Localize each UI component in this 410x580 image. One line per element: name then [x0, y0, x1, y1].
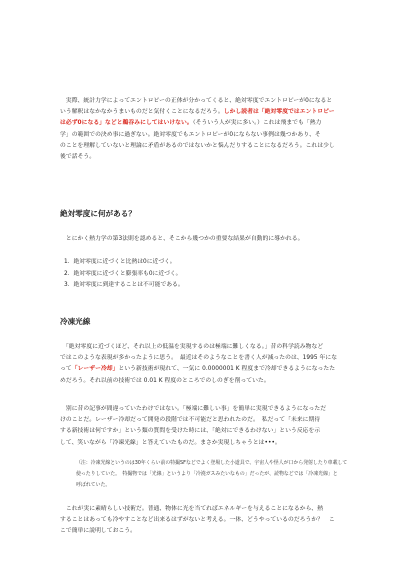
body-paragraph: [60, 404, 360, 449]
text-segment: って: [60, 366, 72, 373]
section-lead-paragraph: [60, 234, 360, 245]
text-segment: （そういう人が実に多い。）これは飛までも「熱力: [192, 120, 322, 127]
body-paragraph: [60, 504, 360, 538]
section-heading: 冷凍光線: [60, 317, 91, 326]
text-line: こで簡単に説明しておこう。: [60, 528, 137, 535]
text-line: けのことだ。レーザー冷却だって開発の段階では不可能だと思われたのだ。 私だって「未来に期待: [60, 417, 321, 424]
numbered-list: [64, 257, 344, 292]
text-line: のことを理解していないと理論に矛盾があるのではないかと悩んだりすることになるだろう。これは少し: [60, 142, 335, 149]
text-line: ではこのような表現が多かったように思う。 最近はそのようなことを書く人が減ったのは、1995 年にな: [60, 355, 338, 362]
text-segment: という新技術が現れて、一気に 0.0000001 K 程度まで冷却できるようになったた: [118, 366, 336, 373]
text-line: （注：冷凍光線というのは30年くらい前の特撮SFなどでよく登場した小道具で、宇宙人や怪人が口から発射したり車載して: [76, 460, 348, 466]
text-line: [60, 118, 360, 129]
intro-paragraph: [60, 96, 360, 163]
text-line: めだろう。それ以前の技術では 0.01 K 程度のところでのしのぎを削っていた。: [60, 377, 270, 384]
text-line: 後で話そう。: [60, 154, 96, 161]
text-line: これが実に素晴らしい技術だ。普通、物体に光を当てればエネルギーを与えることになるから、熱: [60, 506, 324, 512]
list-item: 3．絶対零度に到達することは不可能である。: [64, 282, 184, 289]
text-line: 実際、統計力学によってエントロピーの正体が分かってくると、絶対零度でエントロピーが0になると: [60, 98, 333, 104]
red-highlight: 「レーザー冷却」: [71, 366, 119, 373]
text-line: 「絶対零度に近づくほど、それ以上の低温を実現するのは極端に難しくなる。」昔の科学読み物など: [60, 344, 324, 350]
red-highlight: は必ず0になる」などと鵜吞みにしてはいけない。: [60, 120, 193, 127]
text-line: 呼ばれていた。: [76, 482, 111, 488]
text-line: 学」の範囲での決め事に過ぎない。絶対零度でもエントロピーが0にならない事例は幾つかあり、そ: [60, 131, 321, 138]
text-line: 使ったりしていた。 特撮物では「光線」というより「冷澆ガスみたいなもの」だったが、読物などでは「冷凍光線」と: [76, 471, 338, 477]
red-highlight: しかし読者は「絶対零度ではエントロピー: [223, 109, 335, 116]
text-line: して、笑いながら「冷凍光線」と答えていたものだ。まさか実現しちゃうとは•••。: [60, 439, 281, 446]
body-paragraph: [60, 342, 360, 387]
list-item: 2．絶対零度に近づくと膨張率も0に近づく。: [64, 270, 182, 277]
text-line: する新技術は何ですか」という類の質問を受けた時には、「絶対にできるわけない」という反応を示: [60, 428, 321, 435]
text-line: とにかく熱力学の第3法則を認めると、そこから幾つかの重要な結果が自動的に導かれる。: [60, 236, 304, 242]
list-item: 1．絶対零度に近づくと比熱は0に近づく。: [64, 259, 176, 265]
text-line: [60, 107, 360, 118]
text-line: することはあっても冷やすことなど出来るはずがないと考える。一体、どうやっているのだろうか？ こ: [60, 517, 335, 524]
section-heading: 絶対零度に何がある？: [60, 209, 136, 218]
text-line: 別に昔の記事が間違っていたわけではない。「極端に難しい事」を簡単に実現できるようになっただ: [60, 406, 327, 412]
footnote: [76, 458, 346, 491]
text-line: [60, 364, 360, 375]
text-segment: いう解釈はなかなかうまいものだと気付くことになるだろう。: [60, 109, 224, 116]
